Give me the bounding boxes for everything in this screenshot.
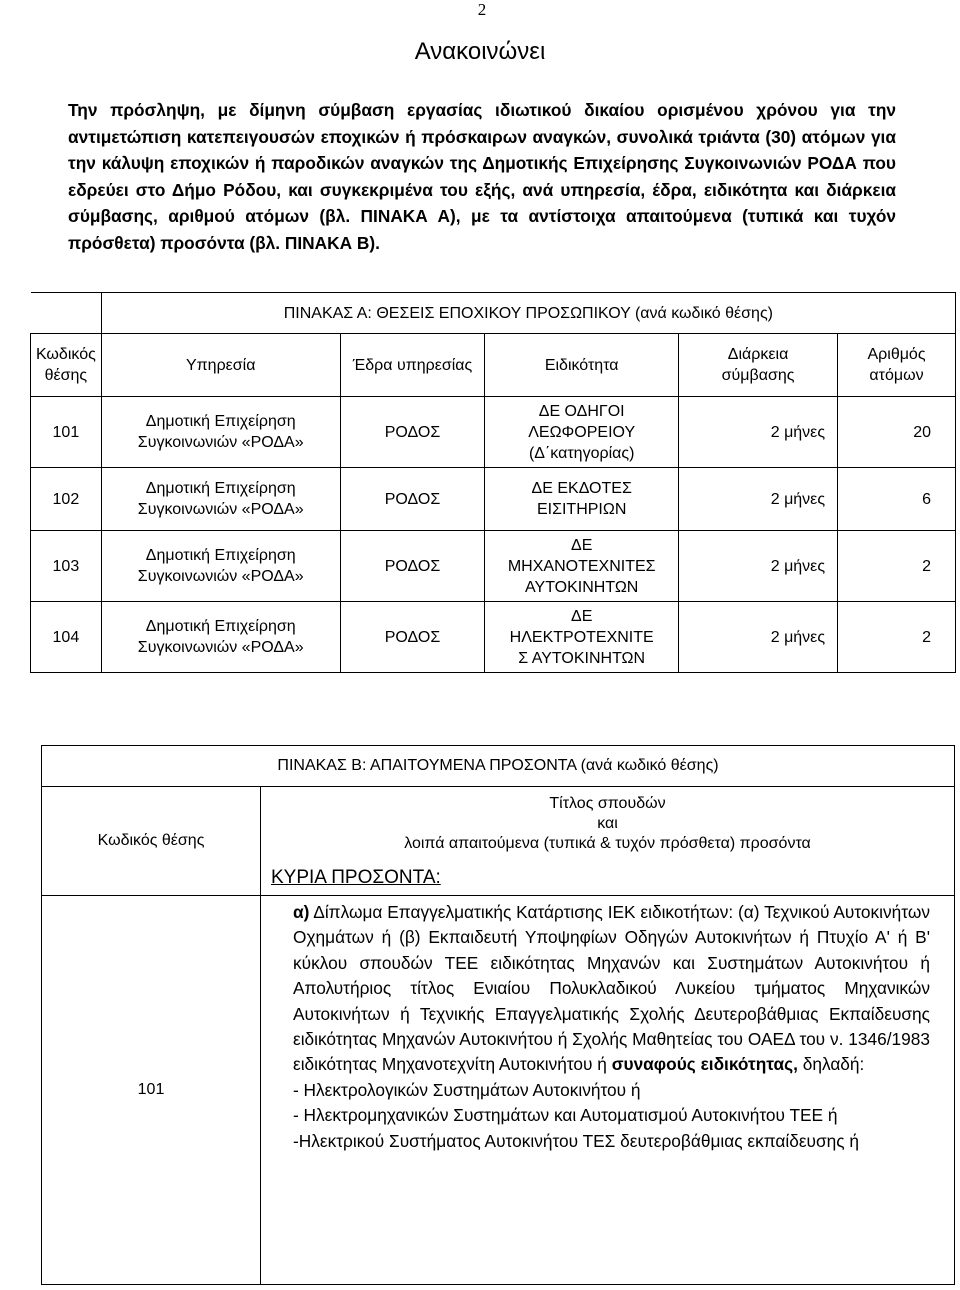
list-item: -Ηλεκτρικού Συστήματος Αυτοκινήτου ΤΕΣ δευτεροβάθμιας εκπαίδευσης ή (293, 1130, 860, 1151)
table-row: 104 Δημοτική Επιχείρηση Συγκοινωνιών «ΡΟΔΑ» ΡΟΔΟΣ ΔΕ ΗΛΕΚΤΡΟΤΕΧΝΙΤΕ Σ ΑΥΤΟΚΙΝΗΤΩΝ 2 μήνες 2 (31, 602, 956, 673)
main-qualifications-label: ΚΥΡΙΑ ΠΡΟΣΟΝΤΑ: (271, 867, 441, 888)
qualifications-text: α) Δίπλωμα Επαγγελματικής Κατάρτισης ΙΕΚ ειδικοτήτων: (α) Τεχνικού Αυτοκινήτων Οχημάτων ή (β) Εκπαιδευτή Υποψηφίων Οδηγών Αυτοκινήτων ή Πτυχίο Α' ή Β' κύκλου σπουδών ΤΕΕ ειδικότητας Μηχανών και Συστημάτων Αυτοκινήτου ή Απολυτήριος τίτλος Ενιαίου Πολυκλαδικού Λυκείου τμήματος Μηχανικών Αυτοκινήτων ή Τεχνικής Επαγγελματικής Σχολής Δευτεροβάθμιας Εκπαίδευσης ειδικότητας Μηχανών Αυτοκινήτου ή Σχολής Μαθητείας του ΟΑΕΔ του ν. 1346/1983 ειδικότητας Μηχανοτεχνίτη Αυτοκινήτου ή συναφούς ειδικότητας, δηλαδή: - Ηλεκτρολογικών Συστημάτων Αυτοκινήτου ή - Ηλεκτρομηχανικών Συστημάτων και Αυτοματισμού Αυτοκινήτου ΤΕΕ ή -Ηλεκτρικού Συστήματος Αυτοκινήτου ΤΕΣ δευτεροβάθμιας εκπαίδευσης ή (261, 896, 955, 1285)
list-item: - Ηλεκτρολογικών Συστημάτων Αυτοκινήτου ή (293, 1079, 641, 1100)
header-code: Κωδικός θέσης (31, 334, 102, 397)
page-number: 2 (477, 0, 487, 19)
intro-bold-lead: Την πρόσληψη, με δίμηνη σύμβαση εργασίας ιδιωτικού δικαίου ορισμένου χρόνου (68, 100, 818, 120)
table-row: 101 Δημοτική Επιχείρηση Συγκοινωνιών «ΡΟΔΑ» ΡΟΔΟΣ ΔΕ ΟΔΗΓΟΙ ΛΕΩΦΟΡΕΙΟΥ (Δ΄κατηγορίας) 2 μήνες 20 (31, 397, 956, 468)
row-code: 101 (42, 896, 261, 1285)
table-a (30, 292, 956, 673)
intro-paragraph (68, 97, 896, 257)
header-service: Υπηρεσία (101, 334, 340, 397)
table-a-title: ΠΙΝΑΚΑΣ Α: ΘΕΣΕΙΣ ΕΠΟΧΙΚΟΥ ΠΡΟΣΩΠΙΚΟΥ (ανά κωδικό θέσης) (101, 293, 955, 334)
page-heading: Ανακοινώνει (414, 38, 546, 65)
table-b-title-row (42, 746, 955, 787)
header-code: Κωδικός θέσης (42, 787, 261, 896)
header-specialty: Ειδικότητα (485, 334, 679, 397)
header-seat: Έδρα υπηρεσίας (340, 334, 485, 397)
table-a-header-row (31, 334, 956, 397)
header-duration: Διάρκεια σύμβασης (679, 334, 838, 397)
header-qualifications: Τίτλος σπουδών και λοιπά απαιτούμενα (τυπικά & τυχόν πρόσθετα) προσόντα ΚΥΡΙΑ ΠΡΟΣΟΝΤΑ: (261, 787, 955, 896)
table-row: 103 Δημοτική Επιχείρηση Συγκοινωνιών «ΡΟΔΑ» ΡΟΔΟΣ ΔΕ ΜΗΧΑΝΟΤΕΧΝΙΤΕΣ ΑΥΤΟΚΙΝΗΤΩΝ 2 μήνες 2 (31, 531, 956, 602)
header-count: Αριθμός ατόμων (838, 334, 956, 397)
table-b-title: ΠΙΝΑΚΑΣ Β: ΑΠΑΙΤΟΥΜΕΝΑ ΠΡΟΣΟΝΤΑ (ανά κωδικό θέσης) (42, 746, 955, 787)
table-a-title-row (31, 293, 956, 334)
list-item: - Ηλεκτρομηχανικών Συστημάτων και Αυτοματισμού Αυτοκινήτου ΤΕΕ ή (293, 1105, 838, 1126)
intro-rest: για την αντιμετώπιση κατεπειγουσών εποχικών ή πρόσκαιρων αναγκών, συνολικά τριάντα (30) ατόμων για την κάλυψη εποχικών ή παροδικών αναγκών της Δημοτικής Επιχείρησης Συγκοινωνιών ΡΟΔΑ που εδρεύει στο Δήμο Ρόδου, και συγκεκριμένα του εξής, ανά υπηρεσία, έδρα, ειδικότητα και διάρκεια σύμβασης, αριθμού ατόμων (βλ. ΠΙΝΑΚΑ Α), με τα αντίστοιχα απαιτούμενα (τυπικά και τυχόν πρόσθετα) προσόντα (βλ. ΠΙΝΑΚΑ Β). (68, 100, 896, 253)
table-b (41, 745, 955, 1285)
table-row: 102 Δημοτική Επιχείρηση Συγκοινωνιών «ΡΟΔΑ» ΡΟΔΟΣ ΔΕ ΕΚΔΟΤΕΣ ΕΙΣΙΤΗΡΙΩΝ 2 μήνες 6 (31, 468, 956, 531)
table-row (42, 896, 955, 1285)
table-b-header-row (42, 787, 955, 896)
